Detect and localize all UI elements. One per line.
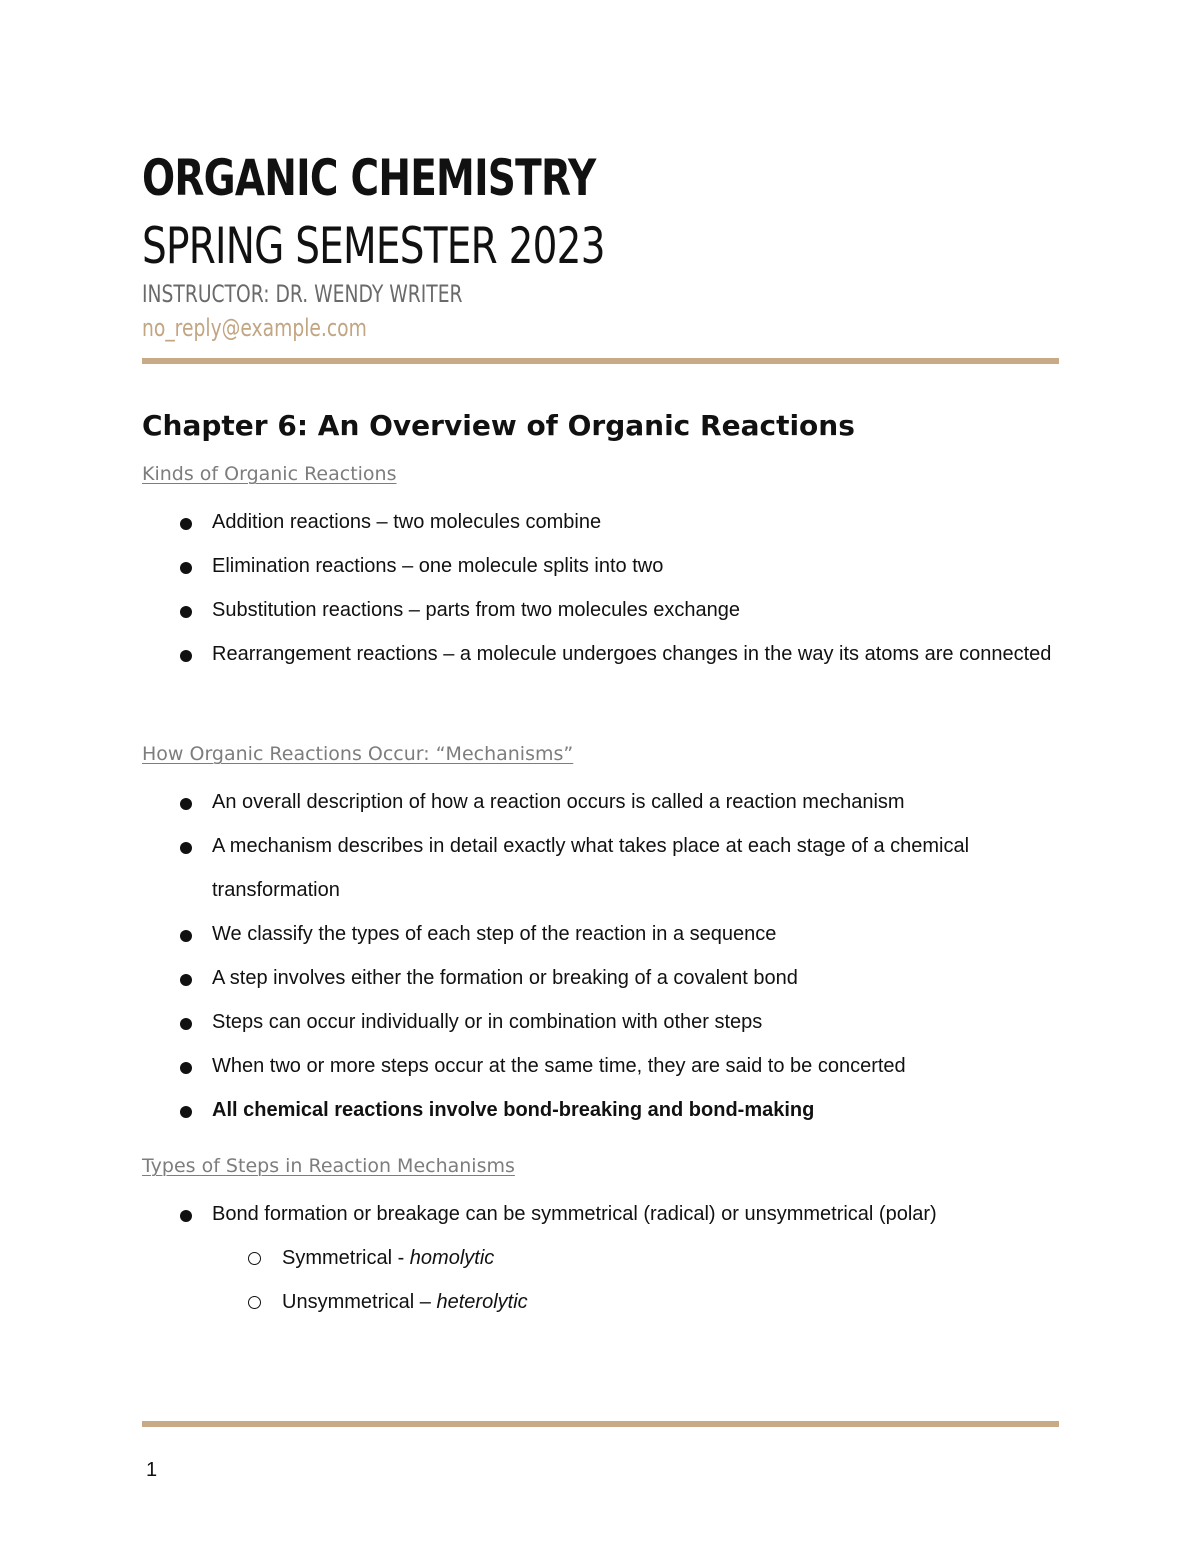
hollow-bullet-icon — [248, 1296, 261, 1309]
bullet-icon — [180, 1018, 192, 1030]
section-heading-mechanisms: How Organic Reactions Occur: “Mechanisms” — [142, 743, 574, 765]
bullet-icon — [180, 798, 192, 810]
footer-divider — [142, 1421, 1059, 1427]
document-page — [142, 0, 1059, 1553]
list-item — [142, 632, 1059, 676]
list-item — [142, 1192, 1059, 1236]
sub-item-term: homolytic — [409, 1247, 495, 1269]
list-item — [142, 956, 1059, 1000]
bullet-icon — [180, 650, 192, 662]
bullet-icon — [180, 562, 192, 574]
list-item-text: We classify the types of each step of the reaction in a sequence — [212, 923, 777, 945]
list-item-text: Addition reactions – two molecules combine — [212, 511, 602, 533]
hollow-bullet-icon — [248, 1252, 261, 1265]
sub-list-container — [142, 1236, 1059, 1324]
header-divider — [142, 358, 1059, 364]
bullet-icon — [180, 930, 192, 942]
bullet-icon — [180, 1106, 192, 1118]
bullet-list-kinds — [142, 500, 1059, 676]
list-item-text: Rearrangement reactions – a molecule undergoes changes in the way its atoms are connected — [212, 643, 1052, 665]
section-heading-kinds: Kinds of Organic Reactions — [142, 463, 397, 485]
bullet-icon — [180, 518, 192, 530]
instructor-name: INSTRUCTOR: DR. WENDY WRITER — [142, 280, 463, 308]
list-item-text: Bond formation or breakage can be symmetrical (radical) or unsymmetrical (polar) — [212, 1203, 937, 1225]
instructor-email-link[interactable]: no_reply@example.com — [142, 314, 367, 342]
bullet-icon — [180, 1210, 192, 1222]
list-item — [142, 1000, 1059, 1044]
list-item-text: A mechanism describes in detail exactly what takes place at each stage of a chemical transformation — [212, 835, 970, 901]
list-item-text: Steps can occur individually or in combination with other steps — [212, 1011, 763, 1033]
list-item — [142, 500, 1059, 544]
bullet-icon — [180, 842, 192, 854]
list-item-text: When two or more steps occur at the same time, they are said to be concerted — [212, 1055, 906, 1077]
bullet-list-mechanisms — [142, 780, 1059, 1132]
sub-list-item — [142, 1236, 1059, 1280]
course-subtitle: SPRING SEMESTER 2023 — [142, 217, 605, 275]
list-item-text: A step involves either the formation or breaking of a covalent bond — [212, 967, 798, 989]
list-item — [142, 1044, 1059, 1088]
sub-item-label: Symmetrical - — [282, 1247, 410, 1269]
list-item — [142, 588, 1059, 632]
course-title: ORGANIC CHEMISTRY — [142, 149, 596, 207]
sub-item-term: heterolytic — [436, 1291, 528, 1313]
section-heading-step-types: Types of Steps in Reaction Mechanisms — [142, 1155, 515, 1177]
chapter-heading: Chapter 6: An Overview of Organic Reactions — [142, 409, 855, 442]
bullet-icon — [180, 974, 192, 986]
list-item-text: An overall description of how a reaction occurs is called a reaction mechanism — [212, 791, 905, 813]
list-item — [142, 912, 1059, 956]
sub-item-label: Unsymmetrical – — [282, 1291, 437, 1313]
list-item-text: Substitution reactions – parts from two molecules exchange — [212, 599, 741, 621]
list-item — [142, 544, 1059, 588]
list-item-text: All chemical reactions involve bond-breaking and bond-making — [212, 1099, 815, 1121]
list-item-text: Elimination reactions – one molecule splits into two — [212, 555, 664, 577]
sub-list — [142, 1236, 1059, 1324]
bullet-list-step-types — [142, 1192, 1059, 1324]
list-item — [142, 824, 1059, 912]
page-number: 1 — [146, 1459, 158, 1481]
bullet-icon — [180, 606, 192, 618]
list-item-emphasis — [142, 1088, 1059, 1132]
list-item — [142, 780, 1059, 824]
sub-list-item — [142, 1280, 1059, 1324]
bullet-icon — [180, 1062, 192, 1074]
